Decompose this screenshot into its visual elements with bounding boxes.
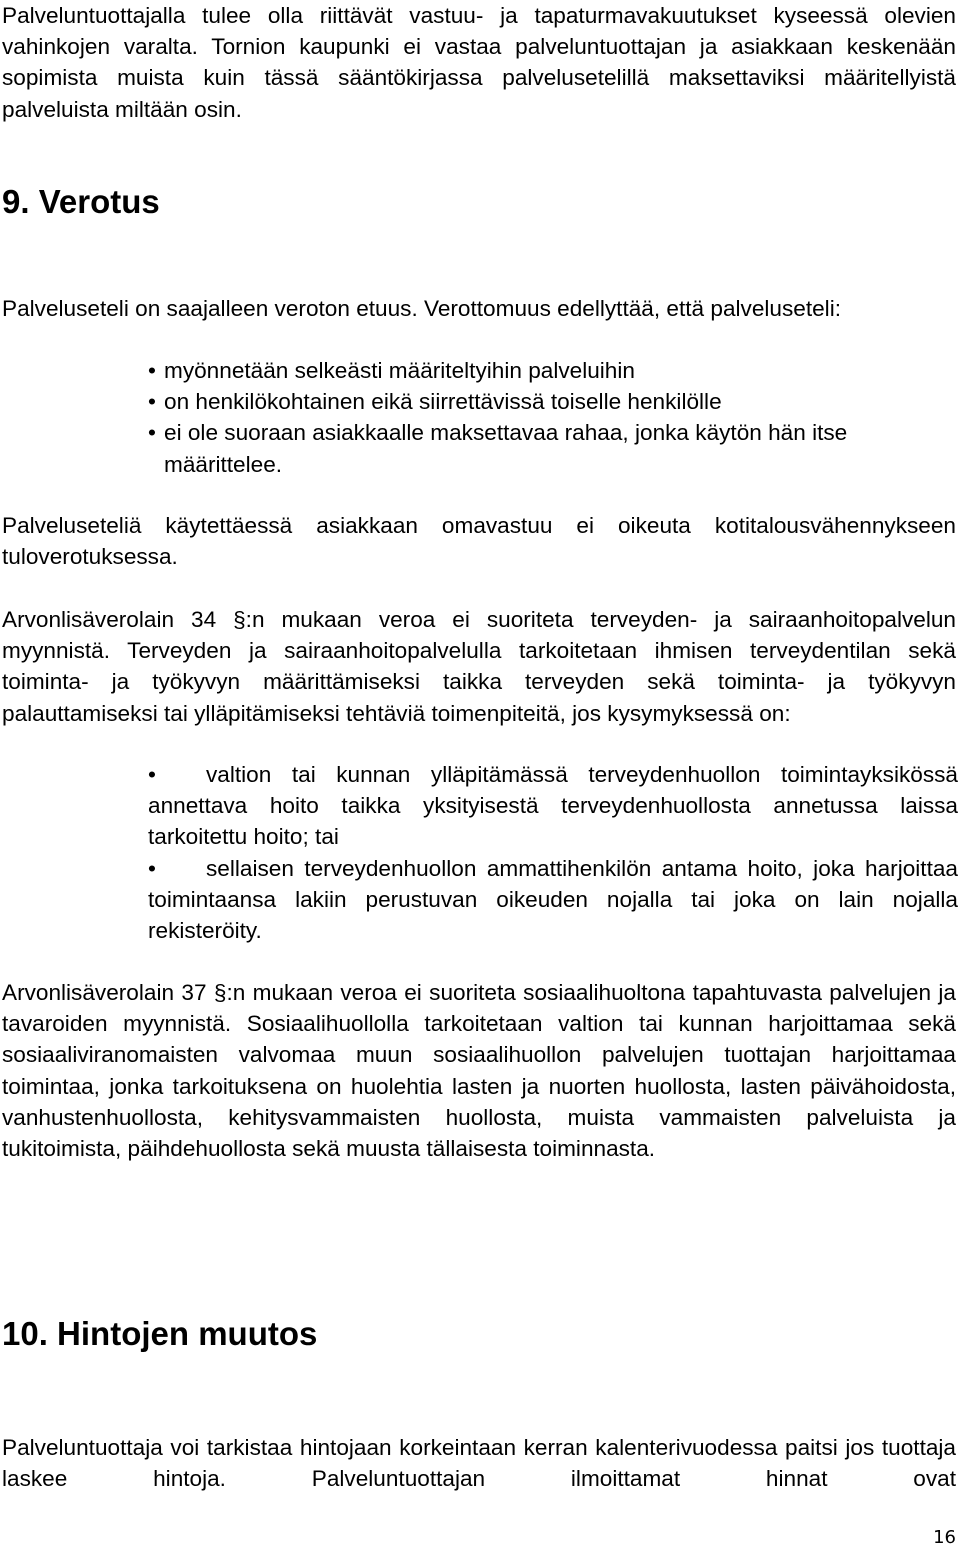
healthcare-list	[148, 759, 958, 946]
bullet-icon: •	[148, 855, 156, 881]
bullet-icon: •	[148, 389, 156, 415]
list-item: • ei ole suoraan asiakkaalle maksettavaa rahaa, jonka käytön hän itse määrittelee.	[148, 417, 948, 479]
page-number: 16	[933, 1527, 956, 1548]
bullet-icon: •	[148, 358, 156, 383]
bullet-icon: •	[148, 762, 156, 787]
bullet-icon: •	[148, 420, 156, 446]
paragraph-deduction: Palveluseteliä käytettäessä asiakkaan omavastuu ei oikeuta kotitalousvähennykseen tuloverotuksessa.	[2, 513, 956, 570]
paragraph-insurance: Palveluntuottajalla tulee olla riittävät vastuu- ja tapaturmavakuutukset kyseessä olevien vahinkojen varalta. Tornion kaupunki ei vastaa palveluntuottajan ja asiakkaan keskenään sopimista muista kuin tässä sääntökirjassa palvelusetelillä maksettaviksi määritellyistä palveluista miltään osin.	[2, 3, 956, 122]
list-item: • valtion tai kunnan ylläpitämässä terveydenhuollon toimintayksikössä annettava hoito taikka yksityisestä terveydenhuollosta annetussa laissa tarkoitettu hoito; tai	[148, 759, 958, 853]
heading-verotus: 9. Verotus	[2, 183, 160, 220]
paragraph-vat-34: Arvonlisäverolain 34 §:n mukaan veroa ei suoriteta terveyden- ja sairaanhoitopalvelun myynnistä. Terveyden ja sairaanhoitopalvelulla tarkoitetaan ihmisen terveydentilan sekä toiminta- ja työkyvyn määrittämiseksi taikka terveyden sekä toiminta- ja työkyvyn palauttamiseksi tai ylläpitämiseksi tehtäviä toimenpiteitä, jos kysymyksessä on:	[2, 607, 956, 726]
paragraph-vat-37: Arvonlisäverolain 37 §:n mukaan veroa ei suoriteta sosiaalihuoltona tapahtuvasta palvelujen ja tavaroiden myynnistä. Sosiaalihuollolla tarkoitetaan valtion tai kunnan harjoittamaa sekä sosiaaliviranomaisten valvomaa muun sosiaalihuollon palvelujen tuottajan harjoittamaa toimintaa, jonka tarkoituksena on huolehtia lasten ja nuorten huollosta, lasten päivähoidosta, vanhustenhuollosta, kehitysvammaisten huollosta, muista vammaisten palveluista ja tukitoimista, päihdehuollosta sekä muusta tällaisesta toiminnasta.	[2, 980, 956, 1162]
list-item: • on henkilökohtainen eikä siirrettävissä toiselle henkilölle	[148, 386, 948, 417]
paragraph-price-review: Palveluntuottaja voi tarkistaa hintojaan korkeintaan kerran kalenterivuodessa paitsi jos tuottaja laskee hintoja. Palveluntuottajan ilmoittamat hinnat ovat	[2, 1435, 956, 1492]
voucher-conditions-list	[148, 355, 948, 480]
heading-price-changes: 10. Hintojen muutos	[2, 1315, 318, 1352]
list-item: • sellaisen terveydenhuollon ammattihenkilön antama hoito, joka harjoittaa toimintaansa lakiin perustuvan oikeuden nojalla tai joka on lain nojalla rekisteröity.	[148, 853, 958, 947]
list-item: • myönnetään selkeästi määriteltyihin palveluihin	[148, 355, 948, 386]
paragraph-tax-free: Palveluseteli on saajalleen veroton etuus. Verottomuus edellyttää, että palveluseteli:	[2, 296, 842, 321]
